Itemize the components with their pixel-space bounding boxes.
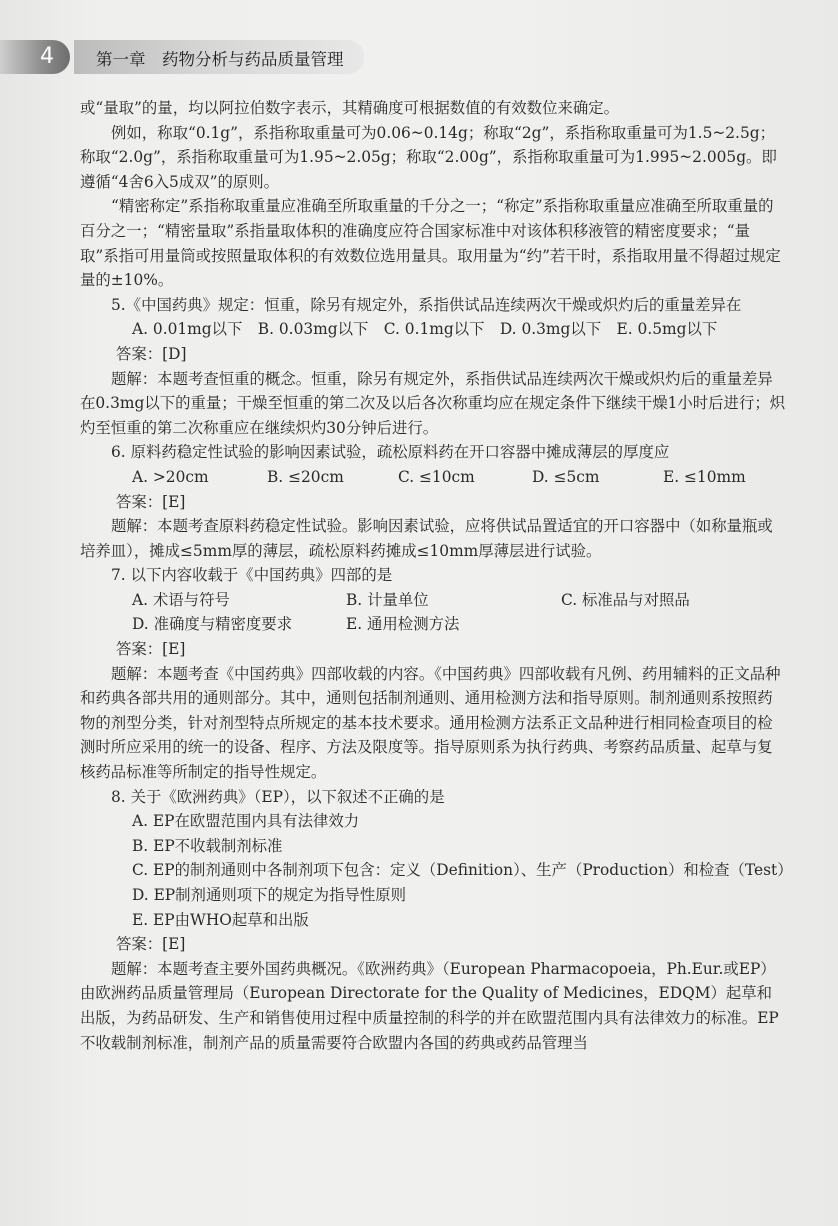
question-7-stem: 7. 以下内容收载于《中国药典》四部的是: [111, 566, 393, 585]
question-7-option-d: D. 准确度与精密度要求: [132, 615, 293, 634]
question-5-stem: 5.《中国药典》规定：恒重，除另有规定外，系指供试品连续两次干燥或炽灼后的重量差异在: [111, 295, 742, 314]
question-6-explanation: 题解：本题考查原料药稳定性试验。影响因素试验，应将供试品置适宜的开口容器中（如称量瓶或培养皿），摊成≤5mm厚的薄层，疏松原料药摊成≤10mm厚薄层进行试验。: [80, 517, 773, 560]
question-5-explanation: 题解：本题考查恒重的概念。恒重，除另有规定外，系指供试品连续两次干燥或炽灼后的重量差异在0.3mg以下的重量；干燥至恒重的第二次及以后各次称重均应在规定条件下继续干燥1小时后进行；炽灼至恒重的第二次称重应在继续炽灼30分钟后进行。: [80, 369, 786, 437]
question-7-options-row-1: [80, 588, 786, 613]
question-7-options-row-2: [80, 612, 786, 637]
running-header: [0, 40, 365, 74]
page-number-tab: [0, 40, 70, 74]
question-7-option-b: B. 计量单位: [346, 590, 429, 609]
question-8-explanation: 题解：本题考查主要外国药典概况。《欧洲药典》（European Pharmacopoeia，Ph.Eur.或EP）由欧洲药品质量管理局（European Directorate for the Quality of Medicines，EDQM）起草和出版，为药品研发、生产和销售使用过程中质量控制的科学的并在欧盟范围内具有法律效力的标准。EP不收载制剂标准，制剂产品的质量需要符合欧盟内各国的药典或药品管理当: [80, 959, 779, 1052]
question-6-option-b: B. ≤20cm: [267, 467, 344, 486]
chapter-banner: [74, 40, 364, 74]
question-6-option-d: D. ≤5cm: [532, 467, 600, 486]
page-number: 4: [40, 44, 54, 69]
question-6-options: [80, 465, 786, 490]
paragraph-example: 例如，称取“0.1g”，系指称取重量可为0.06~0.14g；称取“2g”，系指称取重量可为1.5~2.5g；称取“2.0g”，系指称取重量可为1.95~2.05g；称取“2.00g”，系指称取重量可为1.995~2.005g。即遵循“4舍6入5成双”的原则。: [80, 123, 777, 191]
question-5-options: A. 0.01mg以下 B. 0.03mg以下 C. 0.1mg以下 D. 0.3mg以下 E. 0.5mg以下: [132, 320, 718, 339]
question-8-option-b: B. EP不收载制剂标准: [132, 836, 283, 855]
question-8-option-a: A. EP在欧盟范围内具有法律效力: [132, 812, 360, 831]
question-6-option-a: A. >20cm: [132, 467, 209, 486]
question-5-answer: 答案：[D]: [116, 344, 187, 363]
question-8-stem: 8. 关于《欧洲药典》（EP），以下叙述不正确的是: [111, 787, 445, 806]
question-6-option-c: C. ≤10cm: [398, 467, 475, 486]
question-7-option-e: E. 通用检测方法: [346, 615, 460, 634]
chapter-title: 第一章 药物分析与药品质量管理: [96, 50, 344, 69]
question-7-option-a: A. 术语与符号: [132, 590, 230, 609]
question-7-answer: 答案：[E]: [116, 640, 186, 659]
question-6-option-e: E. ≤10mm: [663, 467, 746, 486]
question-7-explanation: 题解：本题考查《中国药典》四部收载的内容。《中国药典》四部收载有凡例、药用辅料的正文品种和药典各部共用的通则部分。其中，通则包括制剂通则、通用检测方法和指导原则。制剂通则系按照药物的剂型分类，针对剂型特点所规定的基本技术要求。通用检测方法系正文品种进行相同检查项目的检测时所应采用的统一的设备、程序、方法及限度等。指导原则系为执行药典、考察药品质量、起草与复核药品标准等所制定的指导性规定。: [80, 664, 781, 782]
question-7-option-c: C. 标准品与对照品: [561, 590, 690, 609]
question-8-option-c: C. EP的制剂通则中各制剂项下包含：定义（Definition）、生产（Production）和检查（Test）: [132, 861, 793, 880]
question-8-option-d: D. EP制剂通则项下的规定为指导性原则: [132, 886, 407, 904]
question-6-stem: 6. 原料药稳定性试验的影响因素试验，疏松原料药在开口容器中摊成薄层的厚度应: [111, 443, 670, 462]
paragraph-definitions: “精密称定”系指称取重量应准确至所取重量的千分之一；“称定”系指称取重量应准确至所取重量的百分之一；“精密量取”系指量取体积的准确度应符合国家标准中对该体积移液管的精密度要求；“量取”系指可用量筒或按照量取体积的有效数位选用量具。取用量为“约”若干时，系指取用量不得超过规定量的±10%。: [80, 197, 781, 290]
question-6-answer: 答案：[E]: [116, 492, 186, 511]
question-8-option-e: E. EP由WHO起草和出版: [132, 910, 309, 929]
page-body: [80, 96, 793, 1055]
paragraph-continuation: 或“量取”的量，均以阿拉伯数字表示，其精确度可根据数值的有效数位来确定。: [80, 99, 620, 117]
question-8-answer: 答案：[E]: [116, 935, 186, 954]
